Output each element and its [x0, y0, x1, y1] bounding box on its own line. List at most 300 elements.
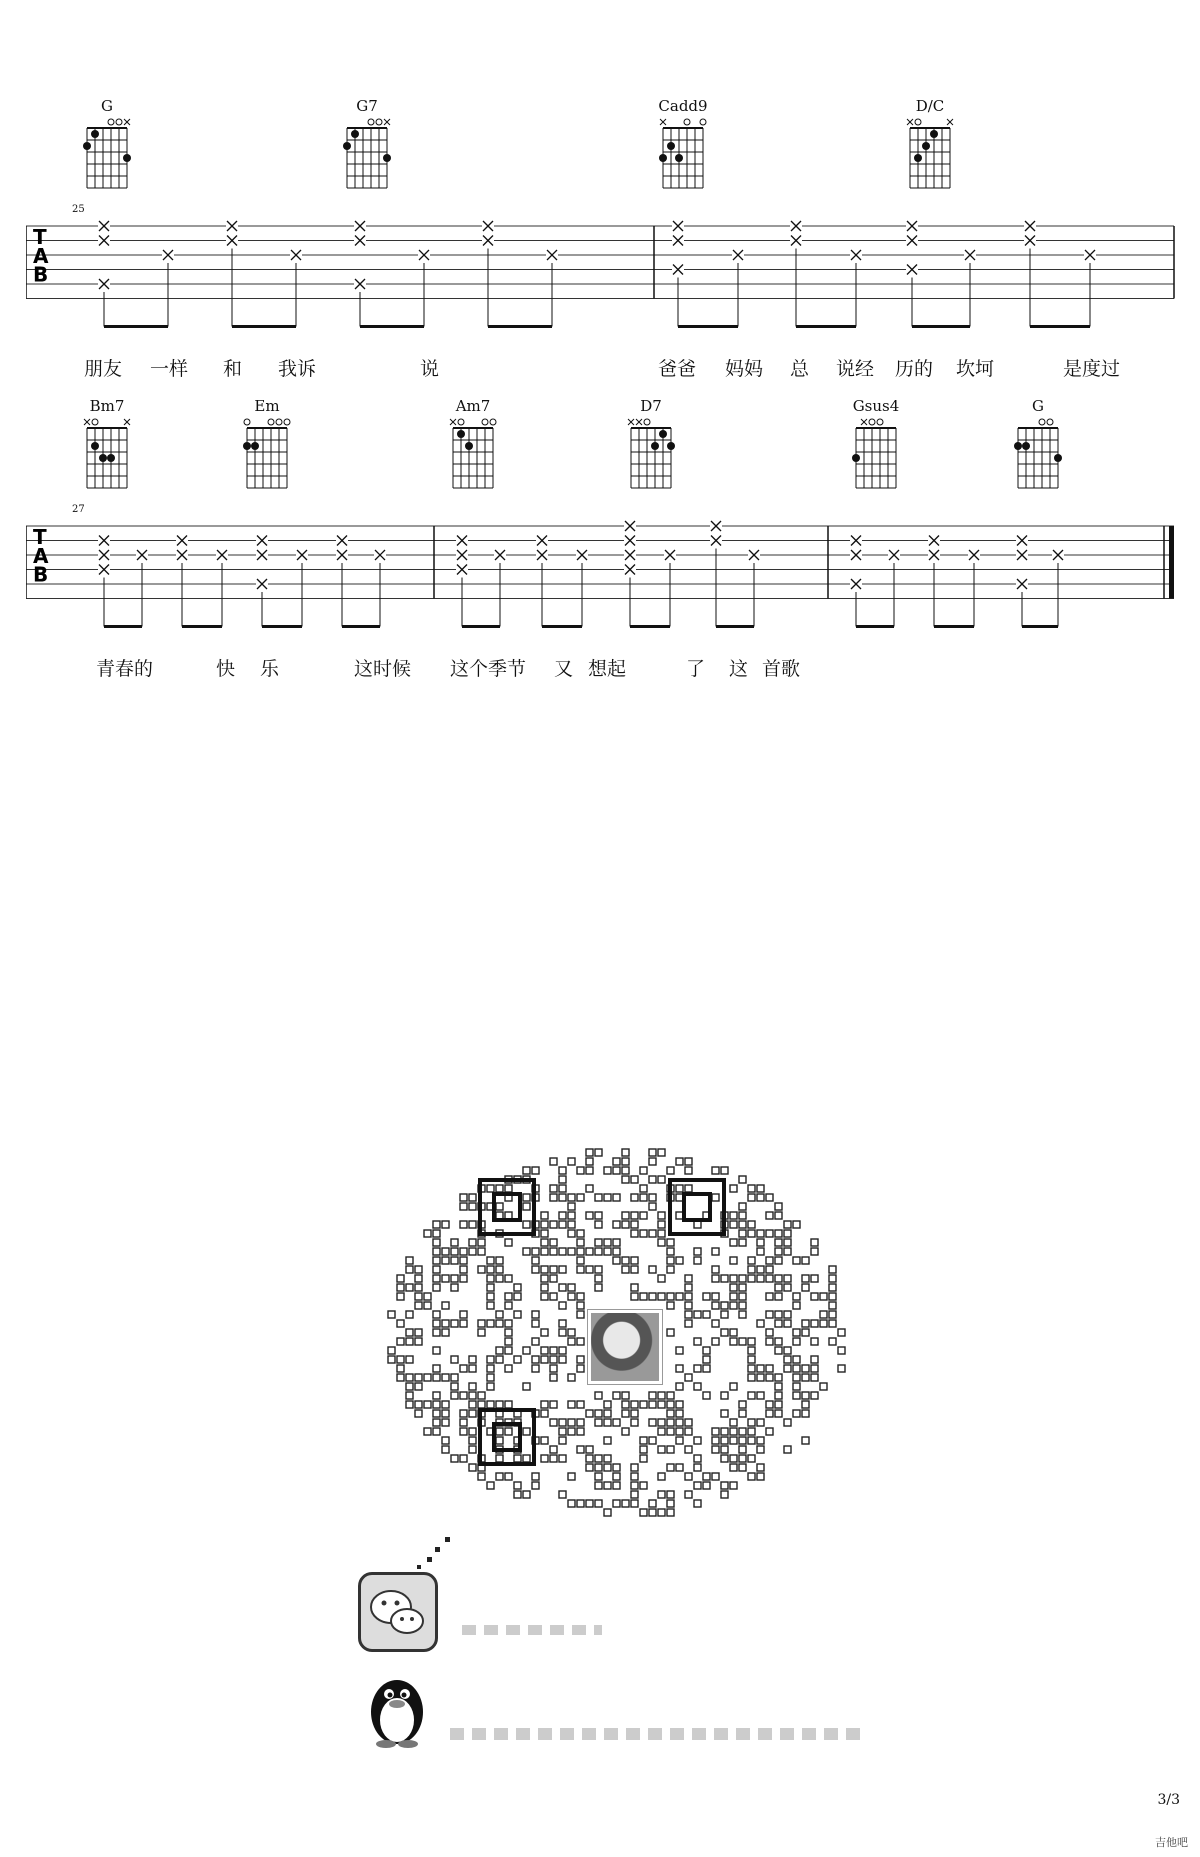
qr-module [631, 1464, 638, 1471]
qr-module [730, 1302, 737, 1309]
qr-module [775, 1203, 782, 1210]
open-string-marker [700, 119, 706, 125]
qr-module [478, 1266, 485, 1273]
finger-dot [343, 142, 351, 150]
qr-module [631, 1176, 638, 1183]
qr-module [433, 1347, 440, 1354]
qr-module [748, 1473, 755, 1480]
qr-finder [670, 1180, 724, 1234]
qr-module [766, 1275, 773, 1282]
qr-module [784, 1356, 791, 1363]
qr-module [829, 1293, 836, 1300]
qr-module [487, 1302, 494, 1309]
qr-module [631, 1257, 638, 1264]
finger-dot [667, 442, 675, 450]
qr-module [388, 1347, 395, 1354]
qr-module [577, 1302, 584, 1309]
open-string-marker [108, 119, 114, 125]
qr-module [802, 1437, 809, 1444]
qr-module [550, 1419, 557, 1426]
qr-module [604, 1401, 611, 1408]
qr-module [577, 1239, 584, 1246]
qr-module [730, 1284, 737, 1291]
qr-module [406, 1383, 413, 1390]
qr-module [766, 1266, 773, 1273]
qr-module [550, 1158, 557, 1165]
qr-module [685, 1167, 692, 1174]
qr-module [649, 1500, 656, 1507]
qr-module [748, 1185, 755, 1192]
qr-module [730, 1257, 737, 1264]
open-string-marker [869, 419, 875, 425]
qr-module [730, 1239, 737, 1246]
qr-module [730, 1419, 737, 1426]
qr-module [658, 1221, 665, 1228]
qr-module [523, 1428, 530, 1435]
qr-module [424, 1401, 431, 1408]
qr-module [703, 1347, 710, 1354]
qr-module [460, 1311, 467, 1318]
qr-finder [494, 1194, 520, 1220]
qr-module [577, 1356, 584, 1363]
qr-module [487, 1374, 494, 1381]
qr-module [604, 1167, 611, 1174]
qr-module [802, 1410, 809, 1417]
qr-module [721, 1491, 728, 1498]
qr-module [388, 1356, 395, 1363]
qr-module [415, 1266, 422, 1273]
qr-module [568, 1293, 575, 1300]
qr-module [613, 1257, 620, 1264]
qr-module [784, 1284, 791, 1291]
qr-module [793, 1302, 800, 1309]
qr-module [532, 1311, 539, 1318]
qr-module [820, 1320, 827, 1327]
qr-module [505, 1473, 512, 1480]
open-string-marker [116, 119, 122, 125]
qr-module [496, 1356, 503, 1363]
chord-name: D7 [640, 397, 662, 415]
open-string-marker [244, 419, 250, 425]
qr-module [406, 1257, 413, 1264]
qr-module [649, 1392, 656, 1399]
qr-module [496, 1455, 503, 1462]
qr-module [739, 1275, 746, 1282]
qr-module [496, 1428, 503, 1435]
qr-module [631, 1473, 638, 1480]
finger-dot [457, 430, 465, 438]
open-string-marker [92, 419, 98, 425]
chord-name: Bm7 [89, 397, 125, 415]
qr-module [604, 1464, 611, 1471]
qr-module [532, 1257, 539, 1264]
tab-clef-letter: A [33, 243, 49, 268]
qr-module [550, 1374, 557, 1381]
qr-module [784, 1419, 791, 1426]
qr-module [550, 1221, 557, 1228]
qr-module [586, 1149, 593, 1156]
qr-module [568, 1221, 575, 1228]
qr-module [667, 1293, 674, 1300]
qr-module [730, 1455, 737, 1462]
qr-module [487, 1185, 494, 1192]
qr-module [496, 1320, 503, 1327]
qr-module [631, 1293, 638, 1300]
qr-module [685, 1320, 692, 1327]
qr-module [739, 1410, 746, 1417]
qr-module [442, 1257, 449, 1264]
measure-number: 27 [72, 504, 85, 515]
tab-clef-letter: B [33, 562, 49, 587]
qr-module [667, 1428, 674, 1435]
qr-module [559, 1347, 566, 1354]
qr-module [802, 1320, 809, 1327]
qr-module [559, 1437, 566, 1444]
qr-module [766, 1365, 773, 1372]
qr-module [559, 1320, 566, 1327]
qr-module [739, 1311, 746, 1318]
qr-module [685, 1185, 692, 1192]
qr-module [658, 1491, 665, 1498]
qr-module [712, 1293, 719, 1300]
qr-module [649, 1401, 656, 1408]
qr-module [613, 1248, 620, 1255]
qr-module [559, 1266, 566, 1273]
qr-module [676, 1347, 683, 1354]
qr-module [478, 1248, 485, 1255]
lyrics-line-2 [0, 654, 1200, 684]
qr-module [676, 1419, 683, 1426]
qr-module [559, 1419, 566, 1426]
qr-module [811, 1275, 818, 1282]
qr-module [667, 1419, 674, 1426]
qr-module [568, 1194, 575, 1201]
avatar-photo [588, 1310, 662, 1384]
tab-staff-svg [26, 218, 1176, 338]
qr-module [433, 1284, 440, 1291]
qr-module [415, 1374, 422, 1381]
qr-module [550, 1275, 557, 1282]
qr-module [802, 1257, 809, 1264]
qr-module [757, 1419, 764, 1426]
qr-module [550, 1347, 557, 1354]
qr-module [622, 1257, 629, 1264]
qr-module [676, 1365, 683, 1372]
qq-penguin-icon [360, 1668, 434, 1748]
qr-module [640, 1230, 647, 1237]
qr-module [460, 1248, 467, 1255]
lyric: 是度过 [1063, 358, 1121, 380]
qr-module [613, 1221, 620, 1228]
qr-module [586, 1167, 593, 1174]
qr-module [667, 1410, 674, 1417]
qr-module [451, 1257, 458, 1264]
qr-module [532, 1356, 539, 1363]
qr-module [505, 1302, 512, 1309]
qr-module [577, 1266, 584, 1273]
qr-module [433, 1401, 440, 1408]
qr-module [460, 1203, 467, 1210]
qr-module [604, 1248, 611, 1255]
qr-module [676, 1437, 683, 1444]
qr-module [739, 1221, 746, 1228]
chord-grid [443, 414, 503, 506]
qr-module [721, 1428, 728, 1435]
qr-module [739, 1464, 746, 1471]
qr-module [748, 1338, 755, 1345]
open-string-marker [376, 119, 382, 125]
qr-module [775, 1401, 782, 1408]
qr-module [568, 1329, 575, 1336]
qr-module [451, 1239, 458, 1246]
qr-module [460, 1275, 467, 1282]
qr-module [802, 1284, 809, 1291]
qr-module [766, 1329, 773, 1336]
qr-module [559, 1428, 566, 1435]
qr-module [757, 1446, 764, 1453]
qr-module [541, 1401, 548, 1408]
qr-module [559, 1329, 566, 1336]
qr-module [658, 1428, 665, 1435]
qr-module [793, 1329, 800, 1336]
qr-module [676, 1410, 683, 1417]
qr-module [685, 1311, 692, 1318]
qr-module [694, 1257, 701, 1264]
qr-module [577, 1500, 584, 1507]
qr-module [757, 1320, 764, 1327]
qr-module [730, 1293, 737, 1300]
qr-module [523, 1347, 530, 1354]
qr-module [757, 1437, 764, 1444]
qr-module [541, 1221, 548, 1228]
qr-module [397, 1293, 404, 1300]
open-string-marker [276, 419, 282, 425]
qr-module [793, 1257, 800, 1264]
qr-module [703, 1293, 710, 1300]
qr-module [406, 1392, 413, 1399]
qr-module [505, 1347, 512, 1354]
qr-module [577, 1401, 584, 1408]
qr-module [775, 1383, 782, 1390]
qr-module [514, 1284, 521, 1291]
qr-module [397, 1365, 404, 1372]
tab-clef-letter: A [33, 543, 49, 568]
qr-module [478, 1320, 485, 1327]
qr-module [613, 1158, 620, 1165]
qr-module [676, 1212, 683, 1219]
chord-diagram-bm7 [72, 398, 142, 506]
qr-module [469, 1248, 476, 1255]
qr-module [613, 1419, 620, 1426]
qr-module [766, 1338, 773, 1345]
qr-module [811, 1365, 818, 1372]
qr-module [712, 1320, 719, 1327]
qr-module [595, 1473, 602, 1480]
qr-module [559, 1356, 566, 1363]
qr-module [658, 1176, 665, 1183]
qr-module [784, 1365, 791, 1372]
qr-module [586, 1185, 593, 1192]
qr-module [784, 1221, 791, 1228]
open-string-marker [644, 419, 650, 425]
qr-module [775, 1212, 782, 1219]
lyric: 这时候 [354, 658, 412, 680]
qr-module [523, 1383, 530, 1390]
qr-module [586, 1464, 593, 1471]
qr-module [802, 1392, 809, 1399]
qr-module [559, 1491, 566, 1498]
qr-module [559, 1248, 566, 1255]
qr-module [649, 1149, 656, 1156]
open-string-marker [490, 419, 496, 425]
qr-module [478, 1239, 485, 1246]
qr-module [460, 1257, 467, 1264]
qr-module [415, 1284, 422, 1291]
tab-clef-letter: B [33, 262, 49, 287]
qr-module [541, 1248, 548, 1255]
open-string-marker [268, 419, 274, 425]
qr-module [523, 1221, 530, 1228]
qr-module [478, 1401, 485, 1408]
qr-module [550, 1446, 557, 1453]
finger-dot [922, 142, 930, 150]
chord-name: G [1032, 397, 1044, 415]
qr-module [685, 1419, 692, 1426]
qr-module [712, 1248, 719, 1255]
chord-diagram-am7 [438, 398, 508, 506]
qr-module [730, 1221, 737, 1228]
finger-dot [107, 454, 115, 462]
qr-module [793, 1392, 800, 1399]
qr-module [640, 1185, 647, 1192]
qr-module [406, 1356, 413, 1363]
qr-module [622, 1410, 629, 1417]
qr-module [730, 1338, 737, 1345]
open-string-marker [458, 419, 464, 425]
qr-module [658, 1401, 665, 1408]
qr-module [415, 1329, 422, 1336]
qr-module [721, 1455, 728, 1462]
qr-module [811, 1320, 818, 1327]
qr-module [532, 1338, 539, 1345]
qr-module [820, 1383, 827, 1390]
open-string-marker [684, 119, 690, 125]
qr-module [784, 1239, 791, 1246]
qr-module [577, 1365, 584, 1372]
qr-module [712, 1194, 719, 1201]
qr-module [514, 1356, 521, 1363]
qr-module [442, 1302, 449, 1309]
qr-module [658, 1509, 665, 1516]
qr-module [802, 1365, 809, 1372]
qr-module [766, 1293, 773, 1300]
qr-module [739, 1302, 746, 1309]
tab-staff-1 [26, 204, 1176, 314]
qr-module [631, 1266, 638, 1273]
qr-module [829, 1311, 836, 1318]
qr-module [604, 1419, 611, 1426]
qr-module [433, 1275, 440, 1282]
qr-module [460, 1392, 467, 1399]
qr-module [469, 1428, 476, 1435]
chord-grid [621, 414, 681, 506]
qr-module [451, 1284, 458, 1291]
qr-module [676, 1383, 683, 1390]
qr-module [757, 1464, 764, 1471]
qr-module [676, 1185, 683, 1192]
qr-module [595, 1410, 602, 1417]
qr-module [586, 1500, 593, 1507]
qr-module [748, 1428, 755, 1435]
qr-module [793, 1410, 800, 1417]
finger-dot [383, 154, 391, 162]
qr-module [640, 1482, 647, 1489]
qr-module [577, 1419, 584, 1426]
qr-module [433, 1410, 440, 1417]
qr-module [595, 1266, 602, 1273]
qr-module [604, 1410, 611, 1417]
qr-module [667, 1248, 674, 1255]
qr-module [550, 1356, 557, 1363]
qr-module [415, 1302, 422, 1309]
qr-module [739, 1401, 746, 1408]
lyric: 说 [420, 358, 440, 380]
chord-diagram-em [232, 398, 302, 506]
qr-module [496, 1437, 503, 1444]
watermark: 吉他吧 [1155, 1836, 1188, 1849]
qr-module [730, 1464, 737, 1471]
qr-module [685, 1428, 692, 1435]
finger-dot [852, 454, 860, 462]
qr-module [451, 1383, 458, 1390]
qr-module [667, 1239, 674, 1246]
finger-dot [1054, 454, 1062, 462]
qr-module [667, 1491, 674, 1498]
qr-module [460, 1266, 467, 1273]
qr-module [514, 1482, 521, 1489]
qr-module [460, 1428, 467, 1435]
qr-module [748, 1374, 755, 1381]
qr-module [469, 1446, 476, 1453]
qr-module [640, 1446, 647, 1453]
qr-module [775, 1248, 782, 1255]
qr-module [640, 1194, 647, 1201]
qr-module [685, 1158, 692, 1165]
qr-module [838, 1347, 845, 1354]
qr-module [712, 1446, 719, 1453]
qr-module [523, 1455, 530, 1462]
qr-module [496, 1401, 503, 1408]
qr-module [694, 1338, 701, 1345]
qr-module [838, 1329, 845, 1336]
qr-module [685, 1275, 692, 1282]
qr-module [505, 1239, 512, 1246]
qr-module [460, 1455, 467, 1462]
qr-module [559, 1194, 566, 1201]
qr-module [766, 1410, 773, 1417]
finger-dot [1014, 442, 1022, 450]
qr-module [451, 1320, 458, 1327]
lyric: 爸爸 [658, 358, 697, 380]
qr-module [442, 1401, 449, 1408]
qr-module [451, 1374, 458, 1381]
chord-grid [237, 414, 297, 506]
qr-module [676, 1401, 683, 1408]
qr-module [757, 1239, 764, 1246]
qr-module [595, 1149, 602, 1156]
qr-module [496, 1212, 503, 1219]
qr-module [829, 1320, 836, 1327]
